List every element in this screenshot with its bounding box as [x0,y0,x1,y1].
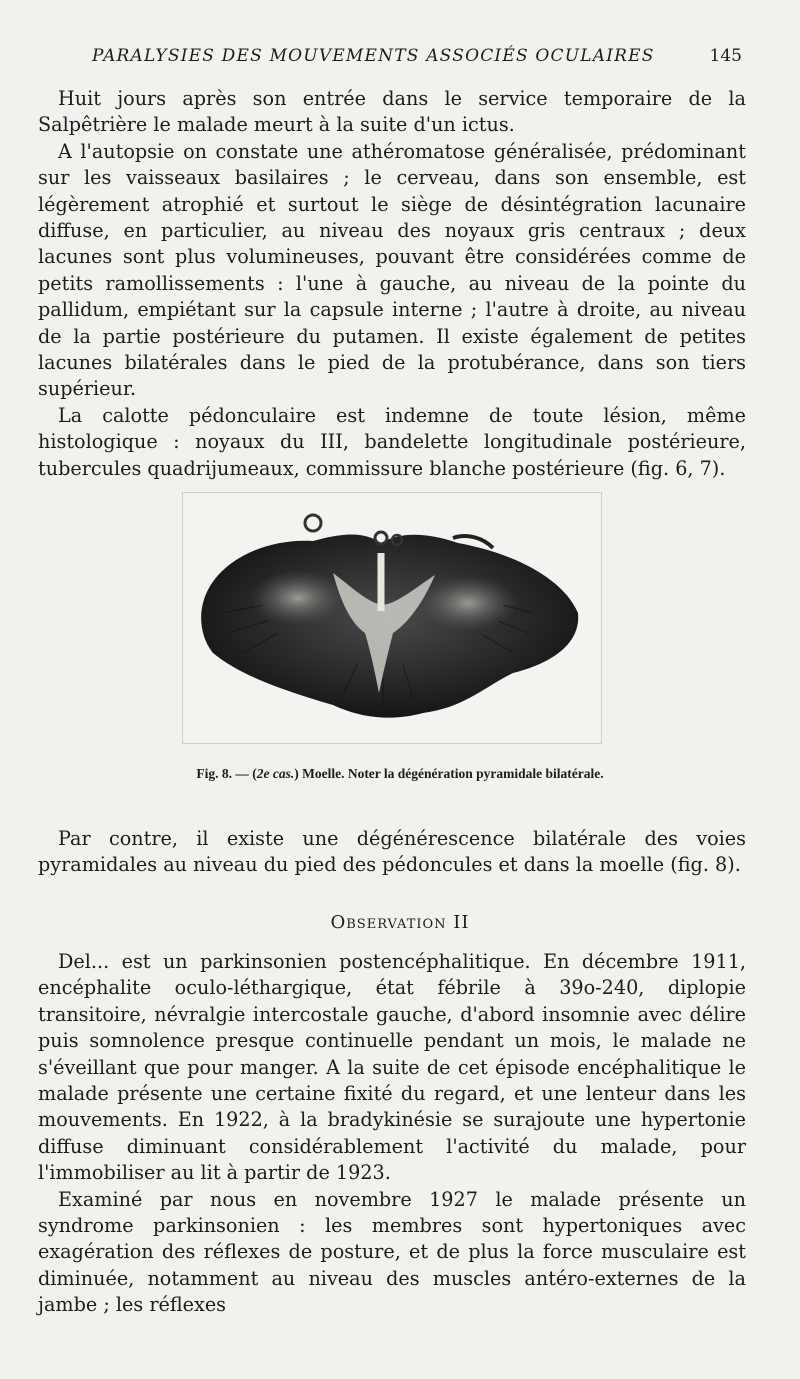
paragraph: Del... est un parkinsonien postencéphalitique. En décembre 1911, encéphalite oculo-léthargique, état fébrile à 39o-240, diplopie transitoire, névralgie intercostale gauche, d'abord insomnie avec délire puis somnolence presque continuelle pendant un mois, le malade ne s'éveillant que pour manger. A la suite de cet épisode encéphalitique le malade présente une certaine fixité du regard, et une lenteur dans les mouvements. En 1922, à la bradykinésie se surajoute une hypertonie diffuse diminuant considérablement l'activité du malade, pour l'immobiliser au lit à partir de 1923. [38,950,746,1185]
figure-spinal-cord-section [182,492,602,744]
text-block-top [38,86,746,482]
section-heading: Observation II [330,912,470,933]
running-header [92,46,742,66]
text-block-bottom [38,949,746,1319]
paragraph: La calotte pédonculaire est indemne de toute lésion, même histologique : noyaux du III, bandelette longitudinale postérieure, tubercules quadrijumeaux, commissure blanche postérieure (fig. 6, 7). [38,403,746,480]
caption-suffix: ) Moelle. Noter la dégénération pyramidale bilatérale. [294,766,604,781]
paragraph: Par contre, il existe une dégénérescence bilatérale des voies pyramidales au niveau du pied des pédoncules et dans la moelle (fig. 8). [38,827,746,877]
paragraph: A l'autopsie on constate une athéromatose généralisée, prédominant sur les vaisseaux basilaires ; le cerveau, dans son ensemble, est légèrement atrophié et surtout le siège de désintégration lacunaire diffuse, en particulier, au niveau des noyaux gris centraux ; deux lacunes sont plus volumineuses, pouvant être considérées comme de petits ramollissements : l'une à gauche, au niveau de la pointe du pallidum, empiétant sur la capsule interne ; l'autre à droite, au niveau de la partie postérieure du putamen. Il existe également de petites lacunes bilatérales dans le pied de la protubérance, dans son tiers supérieur. [38,139,746,401]
paragraph: Examiné par nous en novembre 1927 le malade présente un syndrome parkinsonien : les membres sont hypertoniques avec exagération des réflexes de posture, et de plus la force musculaire est diminuée, notamment au niveau des muscles antéro-externes de la jambe ; les réflexes [38,1187,746,1317]
running-title: PARALYSIES DES MOUVEMENTS ASSOCIÉS OCULAIRES [92,46,655,66]
text-block-middle [38,826,746,879]
caption-prefix: Fig. 8. — ( [196,766,257,781]
page-number: 145 [709,46,742,66]
figure-caption [0,766,800,782]
spinal-cord-image [183,493,601,743]
pyramidal-tract-left [250,570,346,626]
caption-case: 2e cas. [256,766,295,781]
paragraph: Huit jours après son entrée dans le service temporaire de la Salpêtrière le malade meurt à la suite d'un ictus. [38,87,746,137]
